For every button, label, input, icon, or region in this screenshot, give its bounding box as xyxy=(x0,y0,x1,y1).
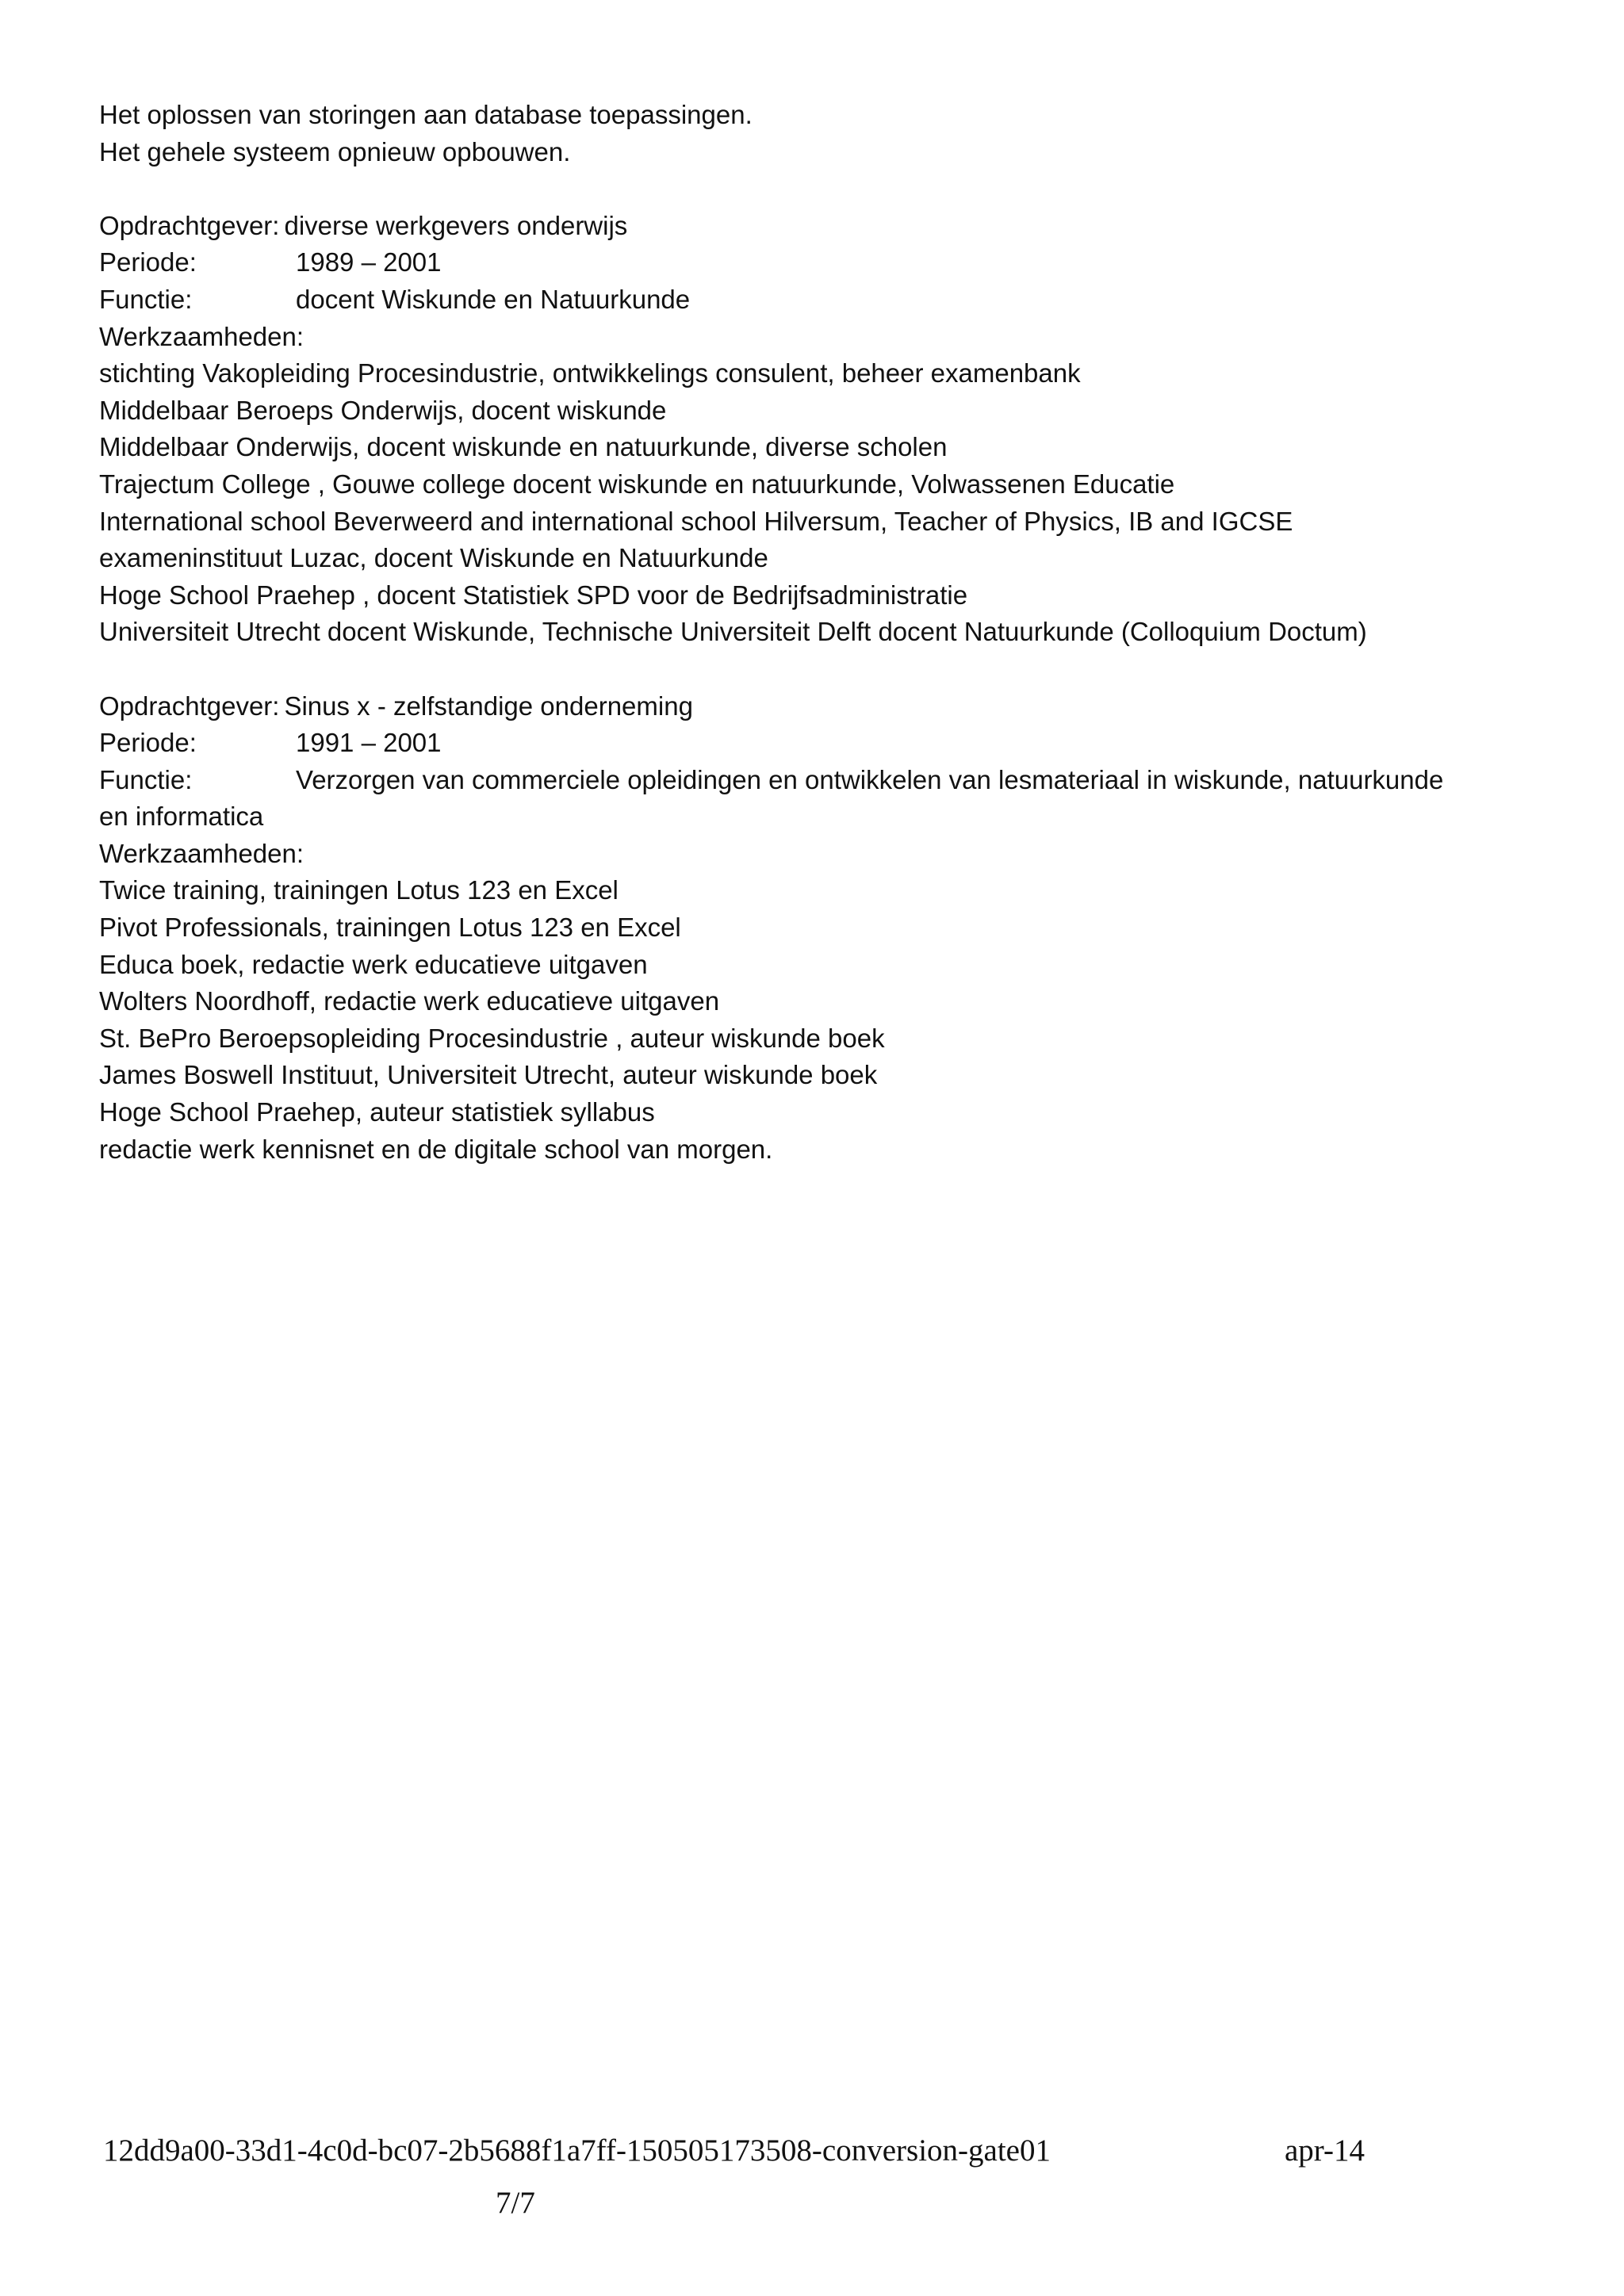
functie-label: Functie: xyxy=(99,764,193,794)
list-item: Hoge School Praehep, auteur statistiek syllabus xyxy=(99,1097,655,1127)
section2-opdrachtgever xyxy=(99,688,1542,725)
werkzaamheden-label: Werkzaamheden: xyxy=(99,838,304,868)
list-item: Twice training, trainingen Lotus 123 en Excel xyxy=(99,875,619,905)
paragraph-spacer xyxy=(99,170,1542,208)
section1-periode xyxy=(99,244,1542,281)
list-item: Middelbaar Beroeps Onderwijs, docent wiskunde xyxy=(99,395,667,425)
list-item: James Boswell Instituut, Universiteit Utrecht, auteur wiskunde boek xyxy=(99,1060,878,1090)
list-item: stichting Vakopleiding Procesindustrie, ontwikkelings consulent, beheer examenbank xyxy=(99,358,1081,388)
periode-value: 1991 – 2001 xyxy=(296,728,442,758)
opdrachtgever-value: diverse werkgevers onderwijs xyxy=(284,210,628,240)
list-item: exameninstituut Luzac, docent Wiskunde en Natuurkunde xyxy=(99,543,768,573)
list-item: Middelbaar Onderwijs, docent wiskunde en natuurkunde, diverse scholen xyxy=(99,432,948,462)
section1-functie xyxy=(99,281,1542,319)
periode-label: Periode: xyxy=(99,728,197,758)
list-item: redactie werk kennisnet en de digitale school van morgen. xyxy=(99,1134,773,1164)
opdrachtgever-label: Opdrachtgever: xyxy=(99,691,280,721)
intro-line: Het gehele systeem opnieuw opbouwen. xyxy=(99,136,571,166)
list-item: Educa boek, redactie werk educatieve uitgaven xyxy=(99,949,648,979)
functie-value: docent Wiskunde en Natuurkunde xyxy=(296,284,691,314)
periode-label: Periode: xyxy=(99,247,197,277)
section2-functie xyxy=(99,762,1542,799)
functie-label: Functie: xyxy=(99,284,193,314)
periode-value: 1989 – 2001 xyxy=(296,247,442,277)
section1-opdrachtgever xyxy=(99,208,1542,245)
paragraph-spacer xyxy=(99,651,1542,688)
document-body xyxy=(99,97,1542,1168)
list-item: Trajectum College , Gouwe college docent wiskunde en natuurkunde, Volwassenen Educatie xyxy=(99,469,1175,499)
functie-continuation: en informatica xyxy=(99,802,264,832)
section2-periode xyxy=(99,725,1542,762)
list-item: International school Beverweerd and international school Hilversum, Teacher of Physics, IB and IGCSE xyxy=(99,506,1293,536)
footer-date: apr-14 xyxy=(1285,2133,1365,2168)
list-item: Wolters Noordhoff, redactie werk educatieve uitgaven xyxy=(99,986,720,1016)
opdrachtgever-label: Opdrachtgever: xyxy=(99,210,280,240)
footer-page-number: 7/7 xyxy=(496,2186,535,2220)
list-item: Hoge School Praehep , docent Statistiek SPD voor de Bedrijfsadministratie xyxy=(99,580,968,610)
list-item: Universiteit Utrecht docent Wiskunde, Technische Universiteit Delft docent Natuurkunde (Colloquium Doctum) xyxy=(99,617,1367,647)
list-item: St. BePro Beroepsopleiding Procesindustrie , auteur wiskunde boek xyxy=(99,1023,885,1053)
functie-value: Verzorgen van commerciele opleidingen en ontwikkelen van lesmateriaal in wiskunde, natuurkunde xyxy=(296,764,1444,794)
opdrachtgever-value: Sinus x - zelfstandige onderneming xyxy=(284,691,693,721)
intro-line: Het oplossen van storingen aan database toepassingen. xyxy=(99,100,753,129)
werkzaamheden-label: Werkzaamheden: xyxy=(99,321,304,351)
list-item: Pivot Professionals, trainingen Lotus 123 en Excel xyxy=(99,913,681,943)
footer-document-id: 12dd9a00-33d1-4c0d-bc07-2b5688f1a7ff-150505173508-conversion-gate01 xyxy=(103,2133,1051,2168)
